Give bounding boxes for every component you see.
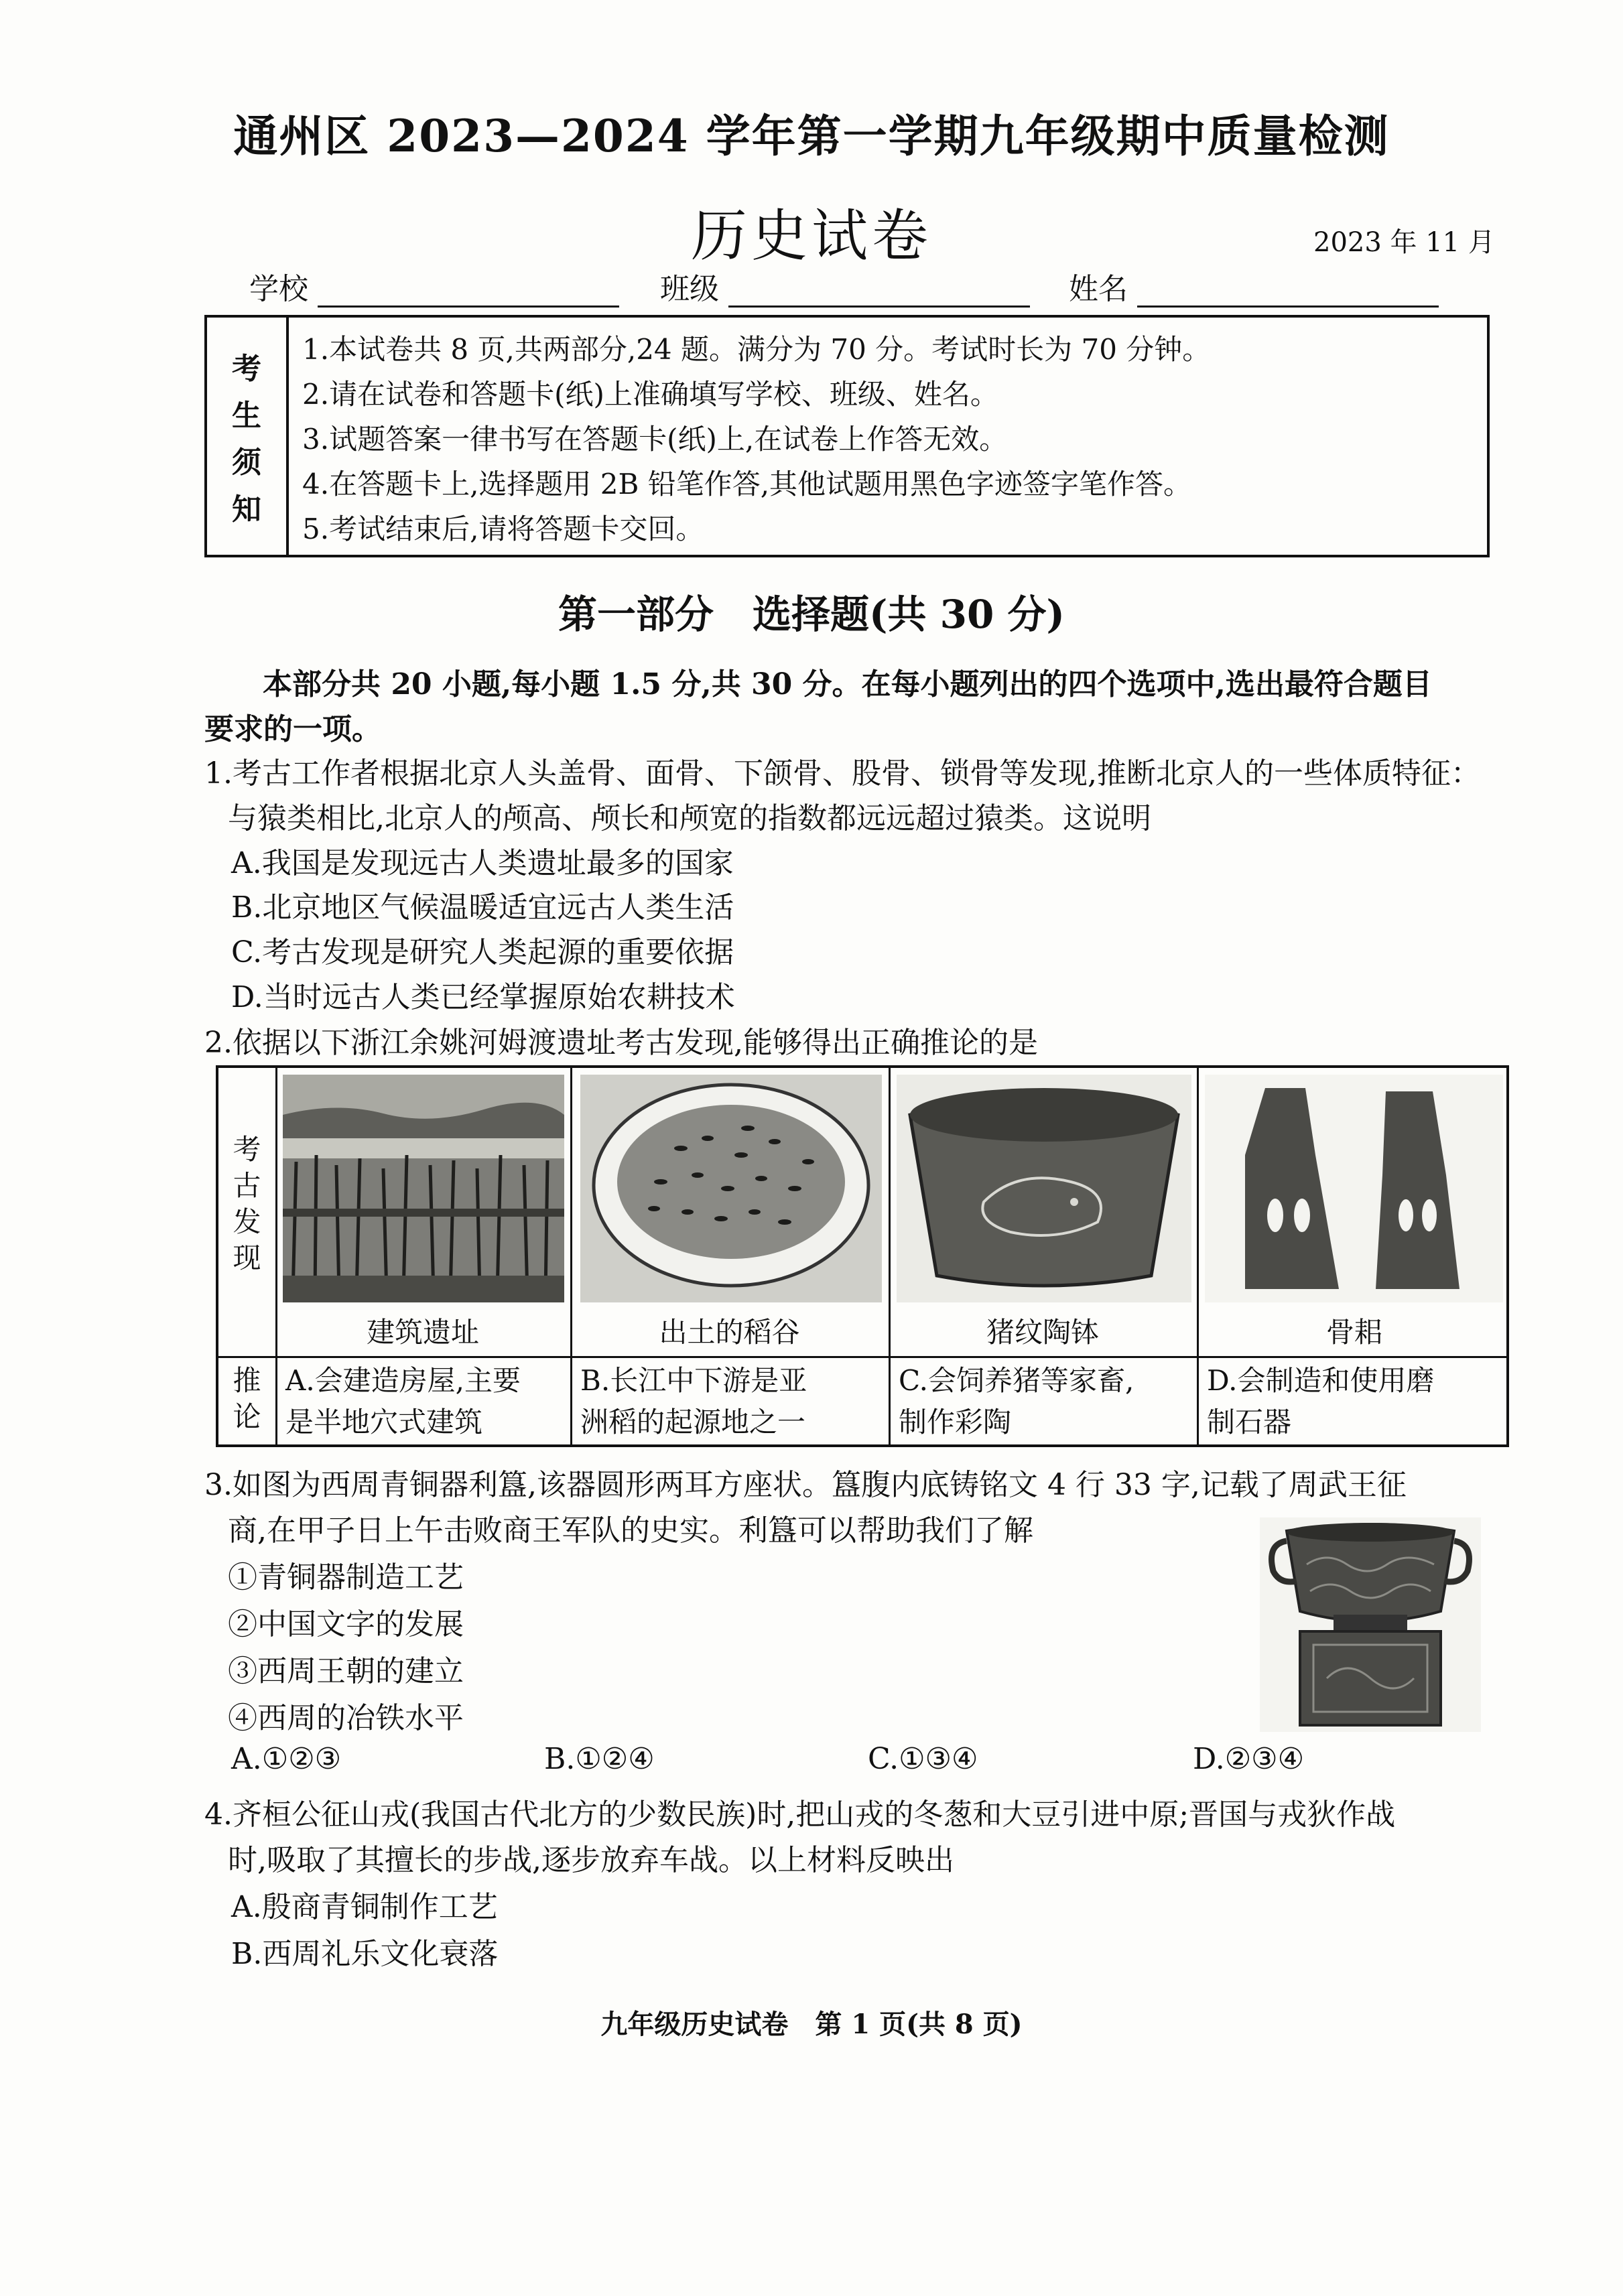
ligui-bronze-vessel-photo — [1260, 1517, 1481, 1732]
notice-items — [302, 327, 1210, 551]
caption-pottery: 猪纹陶钵 — [986, 1316, 1099, 1349]
exam-date: 2023 年 11 月 — [1313, 227, 1495, 258]
rice-grains-photo — [580, 1075, 882, 1302]
q3-option: C.①③④ — [868, 1742, 978, 1776]
table-divider — [889, 1068, 891, 1444]
table-divider — [570, 1068, 572, 1444]
q1-stem-line1: 1.考古工作者根据北京人头盖骨、面骨、下颌骨、股骨、锁骨等发现,推断北京人的一些体质特征： — [204, 756, 1480, 791]
q3-item: ④西周的冶铁水平 — [228, 1701, 464, 1735]
q1-stem-line2: 与猿类相比,北京人的颅高、颅长和颅宽的指数都远远超过猿类。这说明 — [228, 801, 1151, 835]
table-divider — [275, 1068, 277, 1444]
notice-side-char: 考 — [232, 352, 261, 386]
caption-building-site: 建筑遗址 — [366, 1316, 479, 1349]
q3-option: A.①②③ — [231, 1742, 342, 1776]
school-label: 学校 — [249, 272, 308, 306]
part1-title: 第一部分 选择题(共 30 分) — [558, 592, 1065, 637]
q4-stem-line2: 时,吸取了其擅长的步战,逐步放弃车战。以上材料反映出 — [228, 1843, 954, 1877]
q3-item: ①青铜器制造工艺 — [228, 1560, 464, 1595]
conclusion-c: C.会饲养猪等家畜, 制作彩陶 — [899, 1364, 1134, 1438]
q1-option: B.北京地区气候温暖适宜远古人类生活 — [231, 890, 734, 925]
caption-bone-spade: 骨耜 — [1325, 1316, 1382, 1349]
school-blank-line — [318, 276, 619, 308]
notice-side-char: 生 — [232, 399, 261, 433]
part1-intro-line1: 本部分共 20 小题,每小题 1.5 分,共 30 分。在每小题列出的四个选项中,选出最符合题目 — [263, 667, 1432, 701]
exam-title: 通州区 2023—2024 学年第一学期九年级期中质量检测 — [233, 110, 1390, 162]
q3-option: B.①②④ — [544, 1742, 655, 1776]
q1-option: A.我国是发现远古人类遗址最多的国家 — [231, 846, 734, 880]
exam-subtitle: 历史试卷 — [690, 203, 932, 269]
notice-side-char: 知 — [232, 492, 261, 527]
conclusion-d: D.会制造和使用磨 制石器 — [1207, 1364, 1435, 1438]
q3-stem-line2: 商,在甲子日上午击败商王军队的史实。利簋可以帮助我们了解 — [228, 1513, 1033, 1548]
bone-spade-photo — [1205, 1075, 1503, 1302]
notice-side-label — [207, 318, 289, 555]
notice-item: 5.考试结束后,请将答题卡交回。 — [302, 513, 704, 545]
conclusion-a: A.会建造房屋,主要 是半地穴式建筑 — [285, 1364, 521, 1438]
q4-stem-line1: 4.齐桓公征山戎(我国古代北方的少数民族)时,把山戎的冬葱和大豆引进中原;晋国与戎狄作战 — [204, 1798, 1396, 1832]
notice-item: 2.请在试卷和答题卡(纸)上准确填写学校、班级、姓名。 — [302, 378, 998, 411]
conclusion-b: B.长江中下游是亚 洲稻的起源地之一 — [580, 1364, 807, 1438]
table-divider — [1197, 1068, 1199, 1444]
school-field — [249, 265, 619, 308]
part1-intro-line2: 要求的一项。 — [204, 712, 381, 746]
q3-stem-line1: 3.如图为西周青铜器利簋,该器圆形两耳方座状。簋腹内底铸铭文 4 行 33 字,记载了周武王征 — [204, 1468, 1407, 1502]
building-site-photo — [283, 1075, 564, 1302]
q1-option: D.当时远古人类已经掌握原始农耕技术 — [231, 980, 735, 1014]
notice-side-char: 须 — [232, 446, 261, 480]
name-blank-line — [1137, 276, 1439, 308]
pig-pattern-pottery-photo — [897, 1075, 1191, 1302]
notice-item: 1.本试卷共 8 页,共两部分,24 题。满分为 70 分。考试时长为 70 分钟。 — [302, 333, 1211, 366]
exam-notice-box — [204, 315, 1490, 557]
q2-stem: 2.依据以下浙江余姚河姆渡遗址考古发现,能够得出正确推论的是 — [204, 1026, 1038, 1060]
row-label-inference: 推 论 — [233, 1364, 261, 1433]
class-blank-line — [728, 276, 1030, 308]
q2-table — [216, 1065, 1509, 1447]
q4-option: A.殷商青铜制作工艺 — [231, 1890, 498, 1924]
row-label-discovery: 考 古 发 现 — [233, 1133, 261, 1274]
q3-item: ③西周王朝的建立 — [228, 1654, 464, 1688]
q3-item: ②中国文字的发展 — [228, 1607, 464, 1641]
name-label: 姓名 — [1069, 272, 1128, 306]
page-footer: 九年级历史试卷 第 1 页(共 8 页) — [600, 2009, 1023, 2040]
q3-option: D.②③④ — [1193, 1742, 1305, 1776]
q4-option: B.西周礼乐文化衰落 — [231, 1937, 499, 1971]
caption-rice: 出土的稻谷 — [659, 1316, 800, 1349]
name-field — [1069, 265, 1439, 308]
class-field — [660, 265, 1030, 308]
table-divider — [218, 1356, 1506, 1358]
notice-item: 3.试题答案一律书写在答题卡(纸)上,在试卷上作答无效。 — [302, 423, 1008, 456]
q1-option: C.考古发现是研究人类起源的重要依据 — [231, 935, 734, 969]
class-label: 班级 — [660, 272, 719, 306]
notice-item: 4.在答题卡上,选择题用 2B 铅笔作答,其他试题用黑色字迹签字笔作答。 — [302, 468, 1192, 500]
